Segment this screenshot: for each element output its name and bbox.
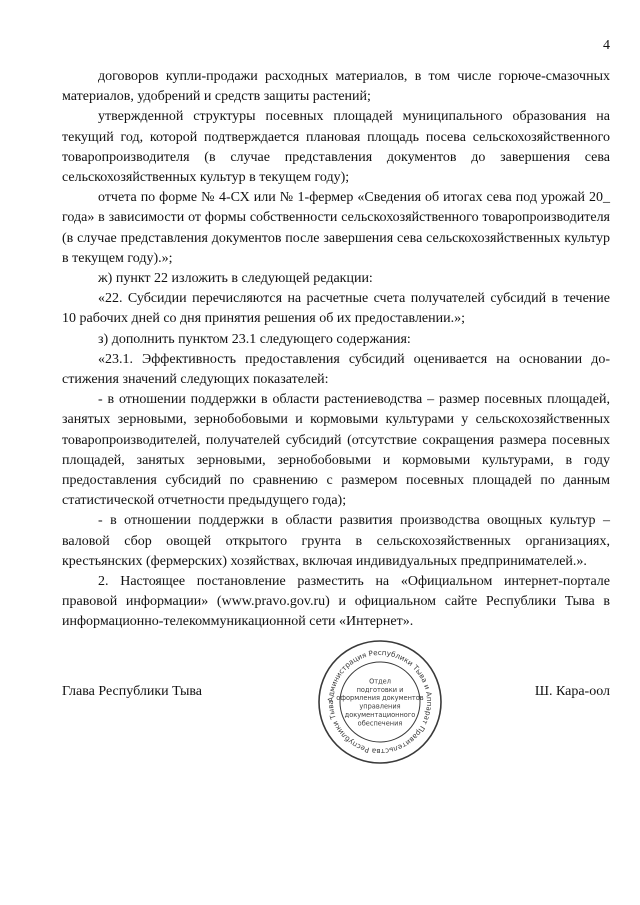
paragraph: утвержденной структуры посевных площадей муниципального образования на текущий год, которой подтверждается плановая площадь посева сельскохозяйственного товаропроизводителя (в случае представления документов до завершения сева сельскохозяйственных культур в текущем году); bbox=[62, 109, 610, 186]
paragraph: отчета по форме № 4-СХ или № 1-фермер «Сведения об итогах сева под урожай 20_ года» в зависимости от формы собственности сельскохозяйственного товаропроизводителя (в случае представления документов после завершения сева сельскохозяйственных культур в текущем году).»; bbox=[62, 190, 610, 266]
paragraph: 2. Настоящее постановление разместить на «Официальном интернет-портале правовой информации» (www.pravo.gov.ru) и официальном сайте Республики Тыва в информационно-телекоммуникационной сети «Интернет». bbox=[62, 574, 610, 630]
seal-center-line: управления bbox=[359, 702, 401, 711]
seal-ring-text: Администрация Республики Тыва и Аппарат Правительства Республики Тыва bbox=[325, 647, 435, 757]
seal-center-line: Отдел bbox=[369, 677, 391, 686]
paragraph: «23.1. Эффективность предоставления субсидий оценивается на основании достижения значений следующих показателей: bbox=[62, 351, 610, 388]
seal-center-line: подготовки и bbox=[356, 685, 404, 694]
document-body bbox=[62, 67, 610, 633]
signer-name: Ш. Кара-оол bbox=[534, 684, 610, 699]
paragraph: з) дополнить пунктом 23.1 следующего содержания: bbox=[98, 331, 411, 347]
paragraph: - в отношении поддержки в области развития производства овощных культур – валовой сбор овощей открытого грунта в сельскохозяйственных организациях, крестьянских (фермерских) хозяйствах, включая индивидуальных предпринимателей.». bbox=[62, 513, 610, 569]
seal-center-line: документационного bbox=[344, 711, 416, 719]
paragraph: ж) пункт 22 изложить в следующей редакции: bbox=[98, 271, 373, 287]
paragraph: «22. Субсидии перечисляются на расчетные счета получателей субсидий в течение 10 рабочих дней со дня принятия решения об их предоставлении.»; bbox=[62, 291, 610, 327]
seal-center-line: обеспечения bbox=[357, 719, 403, 728]
page-number: 4 bbox=[603, 38, 610, 53]
signer-title: Глава Республики Тыва bbox=[62, 684, 203, 699]
seal-center-line: оформления документов bbox=[336, 694, 424, 703]
paragraph: договоров купли-продажи расходных материалов, в том числе горюче-смазочных материалов, удобрений и средств защиты растений; bbox=[62, 69, 610, 105]
official-seal bbox=[316, 638, 444, 766]
paragraph: - в отношении поддержки в области растениеводства – размер посевных площадей, занятых зерновыми, зернобобовыми и кормовыми культурами у сельскохозяйственных товаропроизводителей, получателей субсидий (отсутствие сокращения размера посевных площадей, занятых зерновыми, зернобобовыми и кормовыми культурами, в году предоставления субсидий по сравнению с размером посевных площадей по данным статистической отчетности предыдущего года); bbox=[62, 392, 610, 509]
